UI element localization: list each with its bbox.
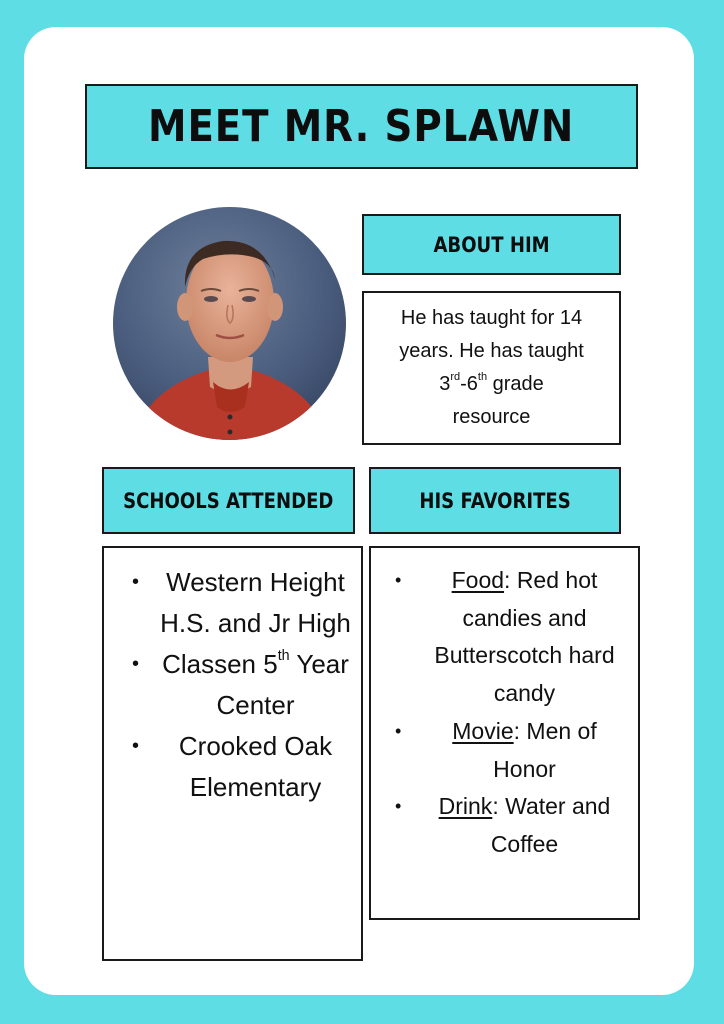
favorite-value: : Water and Coffee xyxy=(490,793,611,857)
title-banner xyxy=(85,84,638,169)
favorites-heading-bar xyxy=(369,467,621,534)
grade-start-suffix: rd xyxy=(450,371,461,384)
bullet-icon: • xyxy=(395,570,402,590)
list-item xyxy=(387,788,630,863)
schools-list-box xyxy=(102,546,363,961)
profile-card xyxy=(24,27,694,995)
profile-photo xyxy=(113,207,346,440)
bullet-icon: • xyxy=(395,796,402,817)
favorite-value: : Men of Honor xyxy=(493,717,597,782)
school-name-start: Classen 5 xyxy=(162,649,278,679)
about-heading: ABOUT HIM xyxy=(433,232,550,257)
school-name-end: Year Center xyxy=(216,649,349,720)
bullet-icon: • xyxy=(395,720,402,741)
favorite-label: Drink xyxy=(438,793,493,820)
bullet-icon: • xyxy=(132,653,140,675)
about-line-grades xyxy=(399,368,584,401)
about-line: He has taught for 14 xyxy=(400,307,583,329)
schools-list xyxy=(126,562,351,808)
page-title: MEET MR. SPLAWN xyxy=(148,101,575,152)
about-heading-bar xyxy=(362,214,621,275)
grade-start: 3 xyxy=(439,373,451,395)
about-line: resource xyxy=(452,406,531,428)
portrait-image xyxy=(113,207,346,440)
list-item xyxy=(126,644,351,726)
school-name: Crooked Oak Elementary xyxy=(178,731,333,802)
favorite-value: : Red hot candies and Butterscotch hard candy xyxy=(434,567,615,707)
ordinal-suffix: th xyxy=(277,648,290,665)
list-item xyxy=(126,562,351,644)
schools-heading: SCHOOLS ATTENDED xyxy=(123,488,334,513)
favorites-list xyxy=(387,562,630,864)
grade-end-suffix: th xyxy=(477,371,488,384)
list-item xyxy=(387,562,630,713)
grade-word: grade xyxy=(487,373,544,395)
favorites-list-box xyxy=(369,546,640,920)
about-text-box xyxy=(362,291,621,445)
bullet-icon: • xyxy=(132,571,140,593)
schools-heading-bar xyxy=(102,467,355,534)
about-line: years. He has taught xyxy=(399,340,584,362)
grade-end: -6 xyxy=(460,373,478,395)
favorites-heading: HIS FAVORITES xyxy=(419,488,571,513)
list-item xyxy=(126,726,351,808)
school-name: Western Height H.S. and Jr High xyxy=(160,567,351,638)
about-text xyxy=(399,302,584,434)
list-item xyxy=(387,713,630,788)
favorite-label: Food xyxy=(451,567,505,593)
favorite-label: Movie xyxy=(452,717,514,744)
bullet-icon: • xyxy=(132,735,140,757)
